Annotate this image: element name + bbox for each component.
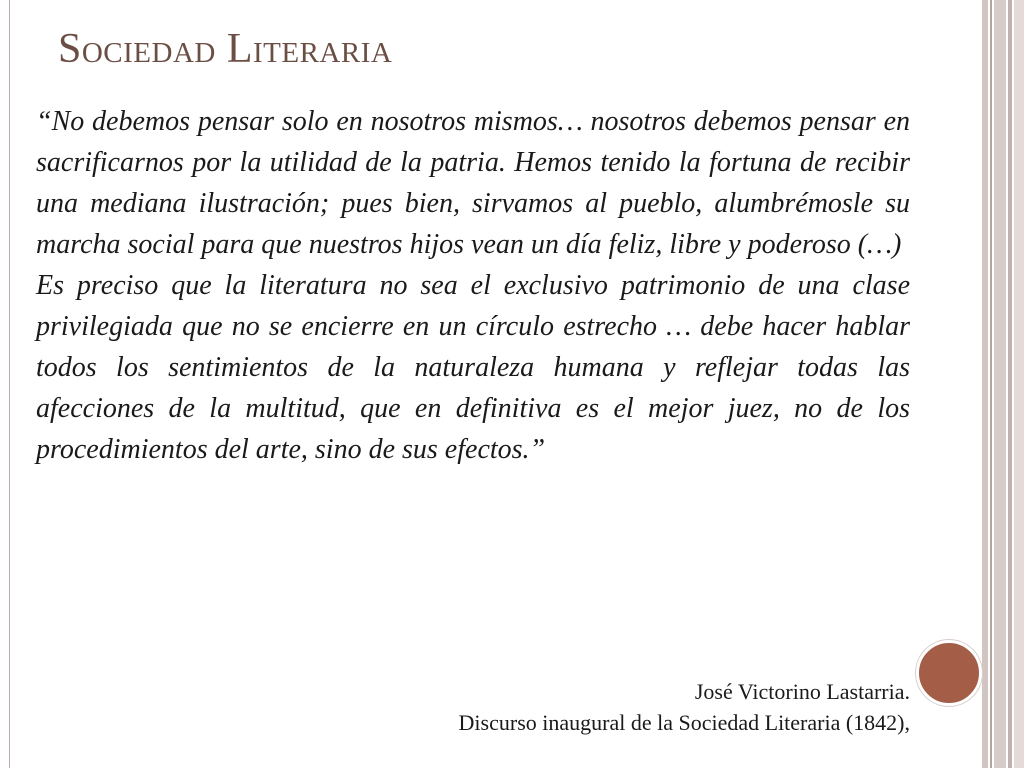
band-stripe	[982, 0, 988, 768]
band-stripe	[990, 0, 992, 768]
right-decorative-band	[976, 0, 1024, 768]
band-stripe	[994, 0, 1006, 768]
left-border-line	[9, 0, 10, 768]
attribution	[459, 676, 910, 738]
band-stripe	[1008, 0, 1012, 768]
slide-title: Sociedad Literaria	[58, 26, 393, 72]
attribution-source: Discurso inaugural de la Sociedad Literaria (1842),	[458, 710, 910, 735]
quote-paragraph-1: “No debemos pensar solo en nosotros mismos… nosotros debemos pensar en sacrificarnos por la utilidad de la patria. Hemos tenido la fortuna de recibir una mediana ilustración; pues bien, sirvamos al pueblo, alumbrémosle su marcha social para que nuestros hijos vean un día feliz, libre y poderoso (…)	[36, 106, 910, 260]
quote-paragraph-2: Es preciso que la literatura no sea el exclusivo patrimonio de una clase privilegiada que no se encierre en un círculo estrecho … debe hacer hablar todos los sentimientos de la naturaleza humana y reflejar todas las afecciones de la multitud, que en definitiva es el mejor juez, no de los procedimientos del arte, sino de sus efectos.”	[36, 270, 910, 465]
band-stripe	[1014, 0, 1024, 768]
decorative-circle	[916, 640, 982, 706]
quote-block	[36, 101, 910, 470]
attribution-author: José Victorino Lastarria.	[694, 679, 910, 704]
